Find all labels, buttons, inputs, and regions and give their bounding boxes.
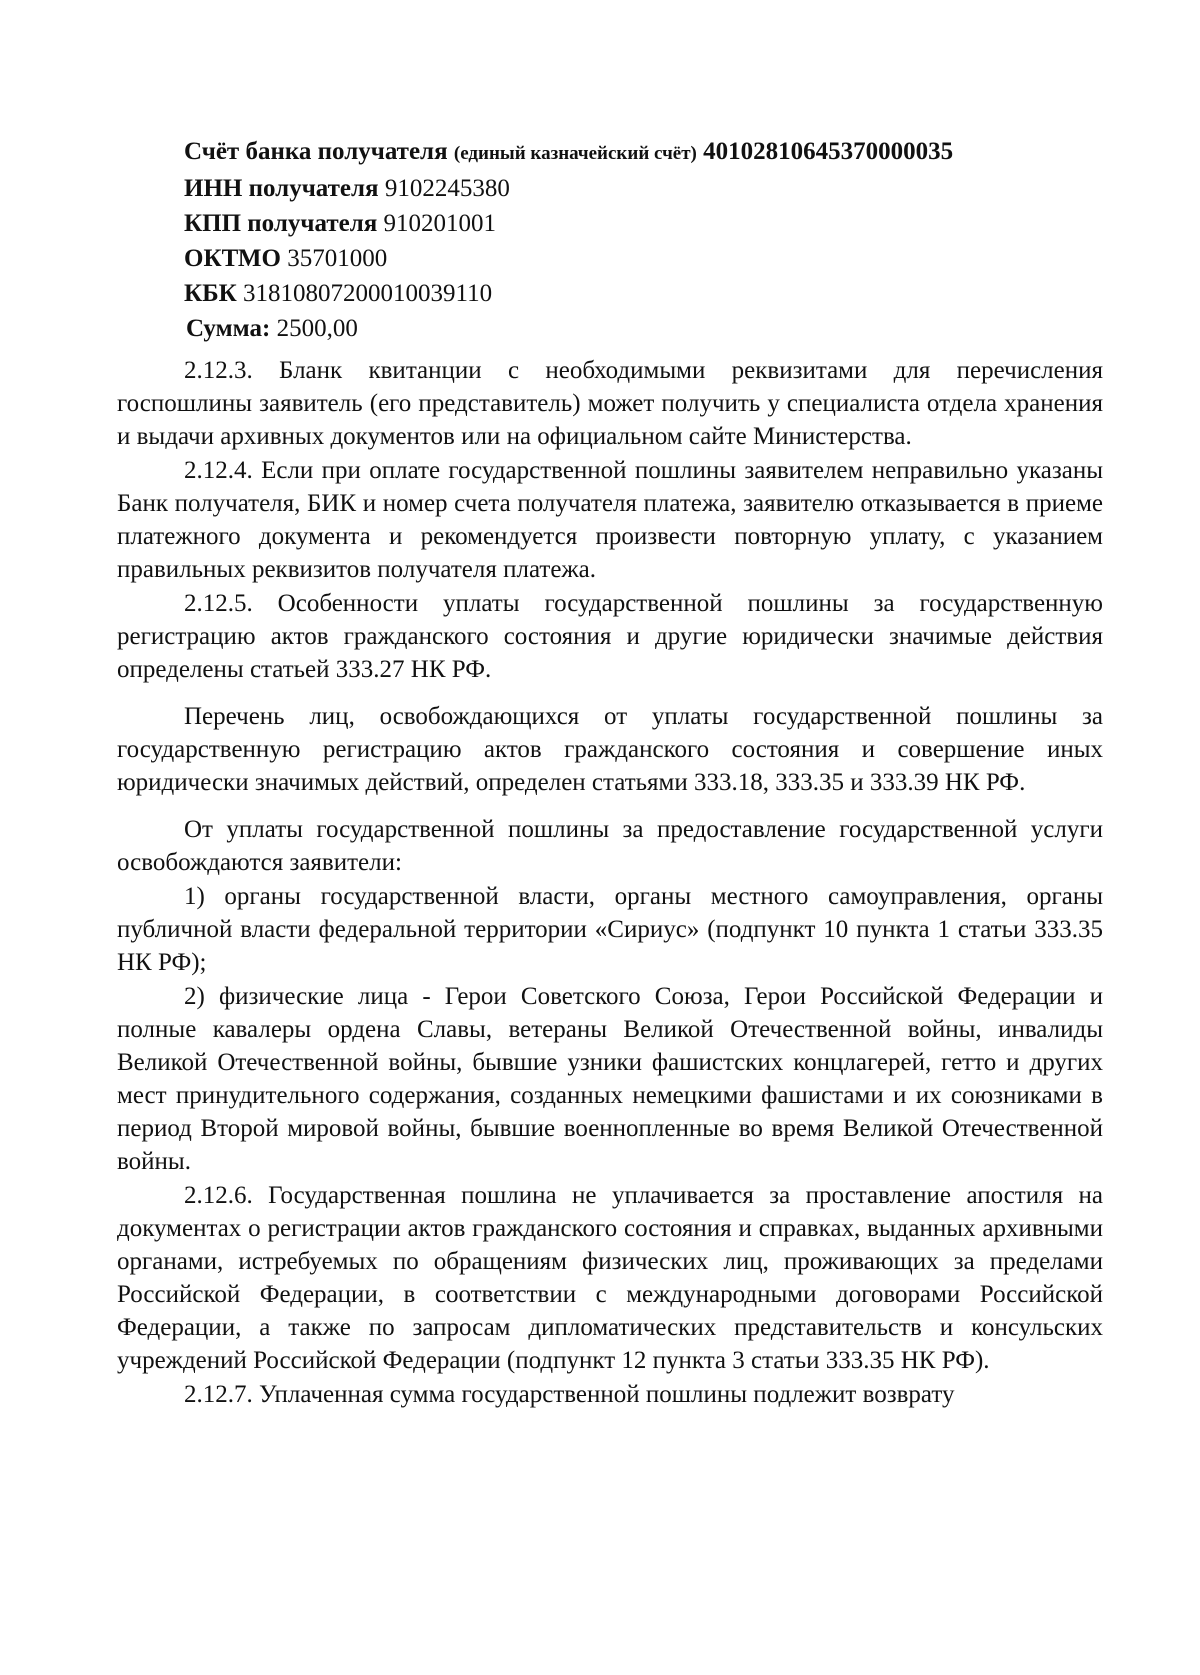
kbk-line <box>184 276 1144 311</box>
paragraph-2-12-3: 2.12.3. Бланк квитанции с необходимыми реквизитами для перечисления госпошлины заявитель (его представитель) может получить у специалиста отдела хранения и выдачи архивных документов или на официальном сайте Министерства. <box>117 357 1103 450</box>
inn-line <box>184 171 1144 206</box>
oktmo-line <box>184 241 1144 276</box>
kpp-label: КПП получателя <box>184 210 378 237</box>
kpp-value: 910201001 <box>383 210 496 237</box>
paragraph-2-12-7: 2.12.7. Уплаченная сумма государственной пошлины подлежит возврату <box>184 1381 955 1408</box>
kpp-line <box>184 206 1144 241</box>
inn-label: ИНН получателя <box>184 175 379 202</box>
paragraph-2-12-6: 2.12.6. Государственная пошлина не уплачивается за проставление апостиля на документах о регистрации актов гражданского состояния и справках, выданных архивными органами, истребуемых по обращениям физических лиц, проживающих за пределами Российской Федерации, в соответствии с международными договорами Российской Федерации, а также по запросам дипломатических представительств и консульских учреждений Российской Федерации (подпункт 12 пункта 3 статьи 333.35 НК РФ). <box>117 1182 1103 1374</box>
sum-line <box>184 311 1144 346</box>
paragraph-2-12-4: 2.12.4. Если при оплате государственной пошлины заявителем неправильно указаны Банк получателя, БИК и номер счета получателя платежа, заявителю отказывается в приеме платежного документа и рекомендуется произвести повторную уплату, с указанием правильных реквизитов получателя платежа. <box>117 457 1103 583</box>
document-body <box>117 354 1103 1412</box>
oktmo-label: ОКТМО <box>184 245 281 272</box>
paragraph-exempt-list: Перечень лиц, освобождающихся от уплаты государственной пошлины за государственную регистрацию актов гражданского состояния и совершение иных юридически значимых действий, определен статьями 333.18, 333.35 и 333.39 НК РФ. <box>117 703 1103 796</box>
paragraph-exempt-applicants: От уплаты государственной пошлины за предоставление государственной услуги освобождаются заявители: <box>117 816 1103 876</box>
sum-value: 2500,00 <box>276 315 358 342</box>
list-item-1: 1) органы государственной власти, органы местного самоуправления, органы публичной власти федеральной территории «Сириус» (подпункт 10 пункта 1 статьи 333.35 НК РФ); <box>117 883 1103 976</box>
account-label: Счёт банка получателя <box>184 138 448 165</box>
sum-label: Сумма: <box>186 315 271 342</box>
oktmo-value: 35701000 <box>287 245 388 272</box>
kbk-value: 31810807200010039110 <box>243 280 493 307</box>
account-value: 40102810645370000035 <box>703 138 954 165</box>
account-note: (единый казначейский счёт) <box>453 143 697 164</box>
account-line <box>184 134 1144 171</box>
list-item-2: 2) физические лица - Герои Советского Союза, Герои Российской Федерации и полные кавалеры ордена Славы, ветераны Великой Отечественной войны, инвалиды Великой Отечественной войны, бывшие узники фашистских концлагерей, гетто и других мест принудительного содержания, созданных немецкими фашистами и их союзниками в период Второй мировой войны, бывшие военнопленные во время Великой Отечественной войны. <box>117 983 1103 1175</box>
payment-requisites <box>184 134 1144 346</box>
kbk-label: КБК <box>184 280 237 307</box>
inn-value: 9102245380 <box>384 175 510 202</box>
paragraph-2-12-5: 2.12.5. Особенности уплаты государственной пошлины за государственную регистрацию актов гражданского состояния и другие юридически значимые действия определены статьей 333.27 НК РФ. <box>117 590 1103 683</box>
